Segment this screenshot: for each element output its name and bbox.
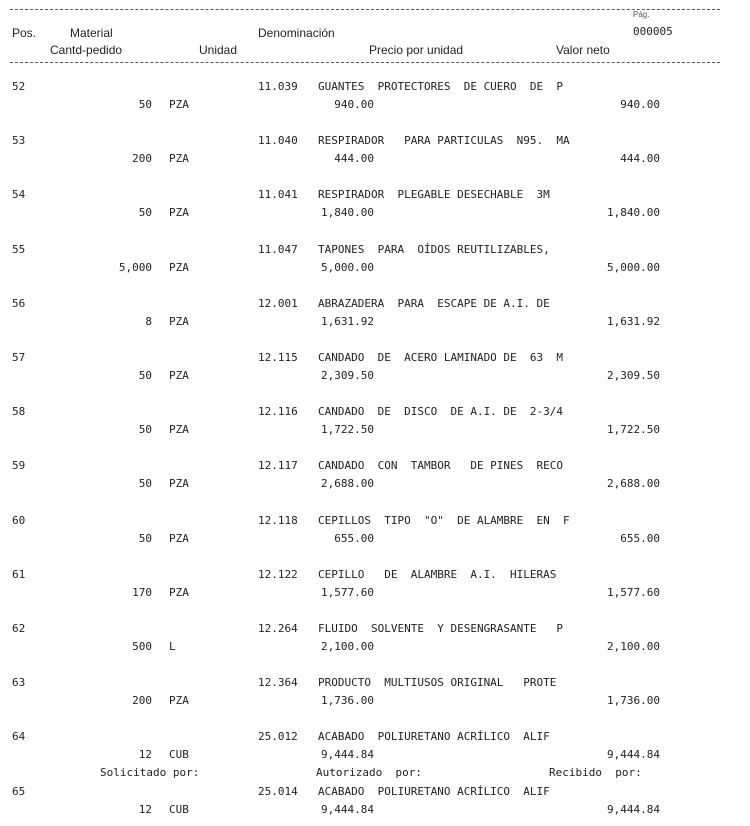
item-code: 12.115 xyxy=(258,351,298,364)
item-code: 12.364 xyxy=(258,676,298,690)
header-denominacion: Denominación xyxy=(258,26,335,40)
item-unit-price: 1,736.00 xyxy=(321,694,374,708)
item-code: 11.039 xyxy=(258,80,298,93)
item-description: GUANTES PROTECTORES DE CUERO DE P xyxy=(318,80,564,93)
item-pos: 61 xyxy=(12,567,26,581)
item-unit-price: 1,577.60 xyxy=(321,585,374,599)
item-code: 12.118 xyxy=(258,513,298,527)
autorizado-label: Autorizado por: xyxy=(316,766,422,779)
item-description: RESPIRADOR PARA PARTICULAS N95. MA xyxy=(318,134,570,148)
header-cantd-pedido: Cantd-pedido xyxy=(50,43,123,57)
item-pos: 64 xyxy=(12,730,26,744)
item-unit: PZA xyxy=(169,694,189,708)
item-description: RESPIRADOR PLEGABLE DESECHABLE 3M xyxy=(318,188,550,202)
item-pos: 59 xyxy=(12,459,26,473)
item-unit-price: 655.00 xyxy=(334,531,374,545)
item-unit: PZA xyxy=(169,531,189,545)
item-unit-price: 1,722.50 xyxy=(321,423,374,437)
item-code: 11.040 xyxy=(258,134,298,148)
item-unit: PZA xyxy=(169,423,189,437)
item-description: CANDADO DE DISCO DE A.I. DE 2-3/4 xyxy=(318,405,564,419)
item-net-value: 444.00 xyxy=(620,152,660,166)
item-unit: PZA xyxy=(169,369,189,382)
item-unit-price: 1,840.00 xyxy=(321,206,374,220)
page-number: 000005 xyxy=(633,25,673,38)
item-unit-price: 444.00 xyxy=(334,152,374,166)
header-material: Material xyxy=(70,26,113,40)
item-quantity: 50 xyxy=(138,206,152,220)
item-code: 12.117 xyxy=(258,459,298,473)
item-quantity: 50 xyxy=(138,98,152,111)
item-unit: PZA xyxy=(169,585,189,599)
item-net-value: 2,100.00 xyxy=(607,640,660,653)
item-net-value: 1,631.92 xyxy=(607,314,660,328)
item-quantity: 50 xyxy=(138,369,152,382)
item-pos: 56 xyxy=(12,296,26,310)
item-net-value: 1,722.50 xyxy=(607,423,660,437)
page-label: Pág. xyxy=(633,10,650,19)
item-pos: 52 xyxy=(12,80,26,93)
item-unit: PZA xyxy=(169,206,189,220)
item-unit-price: 2,688.00 xyxy=(321,477,374,491)
item-code: 12.001 xyxy=(258,296,298,310)
item-unit: PZA xyxy=(169,477,189,491)
item-unit-price: 940.00 xyxy=(334,98,374,111)
item-unit: CUB xyxy=(169,748,189,762)
item-unit-price: 5,000.00 xyxy=(321,260,374,274)
item-pos: 53 xyxy=(12,134,26,148)
item-net-value: 1,736.00 xyxy=(607,694,660,708)
item-description: PRODUCTO MULTIUSOS ORIGINAL PROTE xyxy=(318,676,557,690)
item-net-value: 5,000.00 xyxy=(607,260,660,274)
item-net-value: 9,444.84 xyxy=(607,803,660,816)
item-net-value: 2,688.00 xyxy=(607,477,660,491)
item-code: 25.014 xyxy=(258,785,298,798)
item-net-value: 655.00 xyxy=(620,531,660,545)
item-net-value: 2,309.50 xyxy=(607,369,660,382)
item-unit-price: 2,100.00 xyxy=(321,640,374,653)
item-pos: 60 xyxy=(12,513,26,527)
item-description: CEPILLOS TIPO "O" DE ALAMBRE EN F xyxy=(318,513,570,527)
header-pos: Pos. xyxy=(12,26,37,40)
header-valor-neto: Valor neto xyxy=(556,43,610,57)
item-unit: CUB xyxy=(169,803,189,816)
item-quantity: 50 xyxy=(138,477,152,491)
item-unit: PZA xyxy=(169,98,189,111)
item-unit-price: 2,309.50 xyxy=(321,369,374,382)
item-quantity: 5,000 xyxy=(118,260,152,274)
item-net-value: 940.00 xyxy=(620,98,660,111)
item-pos: 57 xyxy=(12,351,26,364)
item-pos: 54 xyxy=(12,188,26,202)
item-description: CEPILLO DE ALAMBRE A.I. HILERAS xyxy=(318,567,557,581)
item-net-value: 1,577.60 xyxy=(607,585,660,599)
item-quantity: 50 xyxy=(138,423,152,437)
header-unidad: Unidad xyxy=(199,43,238,57)
header-precio-unidad: Precio por unidad xyxy=(369,43,464,57)
header-divider xyxy=(10,62,720,63)
recibido-label: Recibido por: xyxy=(549,766,642,779)
item-quantity: 12 xyxy=(138,803,152,816)
item-quantity: 500 xyxy=(132,640,152,653)
item-description: ACABADO POLIURETANO ACRÍLICO ALIF xyxy=(318,785,550,798)
item-pos: 55 xyxy=(12,242,26,256)
top-divider xyxy=(10,9,720,10)
item-unit-price: 9,444.84 xyxy=(321,748,374,762)
item-quantity: 200 xyxy=(132,152,152,166)
item-description: CANDADO CON TAMBOR DE PINES RECO xyxy=(318,459,564,473)
item-quantity: 50 xyxy=(138,531,152,545)
item-unit-price: 1,631.92 xyxy=(321,314,374,328)
item-code: 11.041 xyxy=(258,188,298,202)
item-code: 11.047 xyxy=(258,242,298,256)
item-pos: 63 xyxy=(12,676,26,690)
item-description: ABRAZADERA PARA ESCAPE DE A.I. DE xyxy=(318,296,550,310)
item-description: CANDADO DE ACERO LAMINADO DE 63 M xyxy=(318,351,564,364)
item-code: 12.122 xyxy=(258,567,298,581)
item-unit: L xyxy=(169,640,176,653)
item-quantity: 200 xyxy=(132,694,152,708)
item-unit: PZA xyxy=(169,152,189,166)
item-pos: 65 xyxy=(12,785,26,798)
item-description: FLUIDO SOLVENTE Y DESENGRASANTE P xyxy=(318,622,564,635)
item-quantity: 170 xyxy=(132,585,152,599)
item-pos: 58 xyxy=(12,405,26,419)
item-description: TAPONES PARA OÍDOS REUTILIZABLES, xyxy=(318,242,550,256)
item-code: 12.116 xyxy=(258,405,298,419)
item-code: 12.264 xyxy=(258,622,298,635)
item-description: ACABADO POLIURETANO ACRÍLICO ALIF xyxy=(318,730,550,744)
item-net-value: 9,444.84 xyxy=(607,748,660,762)
item-unit-price: 9,444.84 xyxy=(321,803,374,816)
item-quantity: 12 xyxy=(138,748,152,762)
item-quantity: 8 xyxy=(145,314,152,328)
item-pos: 62 xyxy=(12,622,26,635)
item-unit: PZA xyxy=(169,314,189,328)
item-net-value: 1,840.00 xyxy=(607,206,660,220)
item-code: 25.012 xyxy=(258,730,298,744)
item-unit: PZA xyxy=(169,260,189,274)
solicitado-label: Solicitado por: xyxy=(100,766,200,779)
